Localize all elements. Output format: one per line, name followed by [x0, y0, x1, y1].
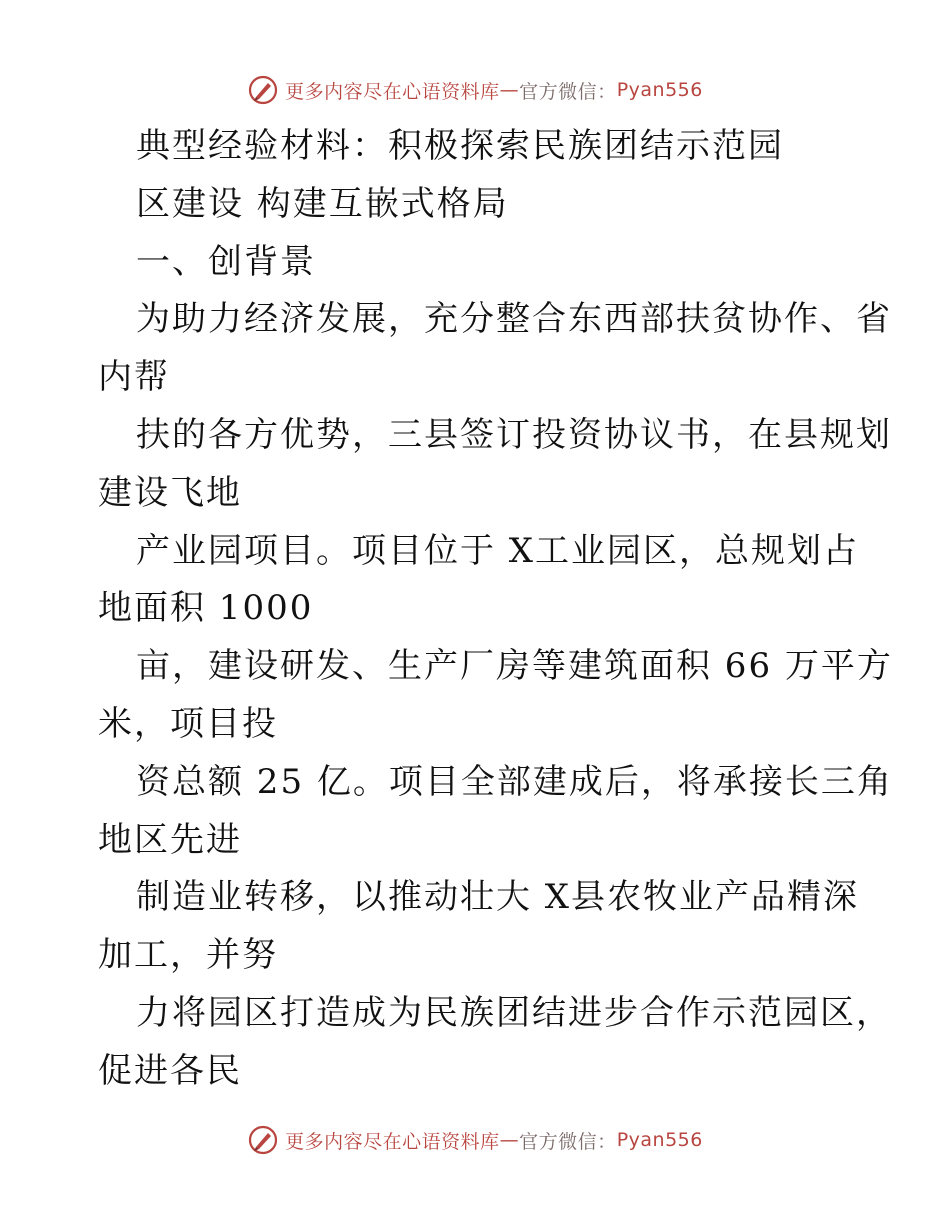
paragraph-line: 为助力经济发展，充分整合东西部扶贫协作、省: [136, 299, 892, 340]
pen-logo-icon: [247, 74, 279, 106]
paragraph-line: 米，项目投: [98, 703, 278, 744]
paragraph-line: 建设飞地: [98, 472, 242, 513]
paragraph-line: 加工，并努: [98, 935, 278, 976]
watermark-text: 更多内容尽在心语资料库: [285, 80, 500, 103]
pen-logo-icon: [247, 1124, 279, 1156]
watermark-separator: —: [499, 1129, 520, 1151]
paragraph-line: 地区先进: [98, 819, 242, 860]
section-heading: 一、创背景: [136, 241, 316, 282]
paragraph-line: 力将园区打造成为民族团结进步合作示范园区，: [136, 992, 892, 1033]
paragraph-line: 制造业转移，以推动壮大 X县农牧业产品精深: [136, 877, 860, 918]
document-body: [98, 118, 893, 1101]
document-title-line-2: 区建设 构建互嵌式格局: [136, 183, 509, 224]
paragraph-line: 促进各民: [98, 1050, 242, 1091]
paragraph-line: 扶的各方优势，三县签订投资协议书，在县规划: [136, 414, 892, 455]
watermark-id: Pyan556: [616, 1129, 703, 1151]
paragraph-line: 亩，建设研发、生产厂房等建筑面积 66 万平方: [136, 646, 893, 687]
paragraph-line: 产业园项目。项目位于 X工业园区，总规划占: [136, 530, 860, 571]
watermark-id: Pyan556: [616, 79, 703, 101]
watermark-header: [0, 70, 950, 110]
document-title-line-1: 典型经验材料：积极探索民族团结示范园: [136, 126, 784, 166]
paragraph-line: 地面积 1000: [98, 588, 314, 629]
paragraph-line: 内帮: [98, 357, 170, 398]
watermark-footer: [0, 1120, 950, 1160]
watermark-label: 官方微信：: [519, 80, 617, 103]
watermark-label: 官方微信：: [519, 1130, 617, 1153]
watermark-text: 更多内容尽在心语资料库: [285, 1130, 500, 1153]
paragraph-line: 资总额 25 亿。项目全部建成后，将承接长三角: [136, 761, 893, 802]
watermark-separator: —: [499, 79, 520, 101]
